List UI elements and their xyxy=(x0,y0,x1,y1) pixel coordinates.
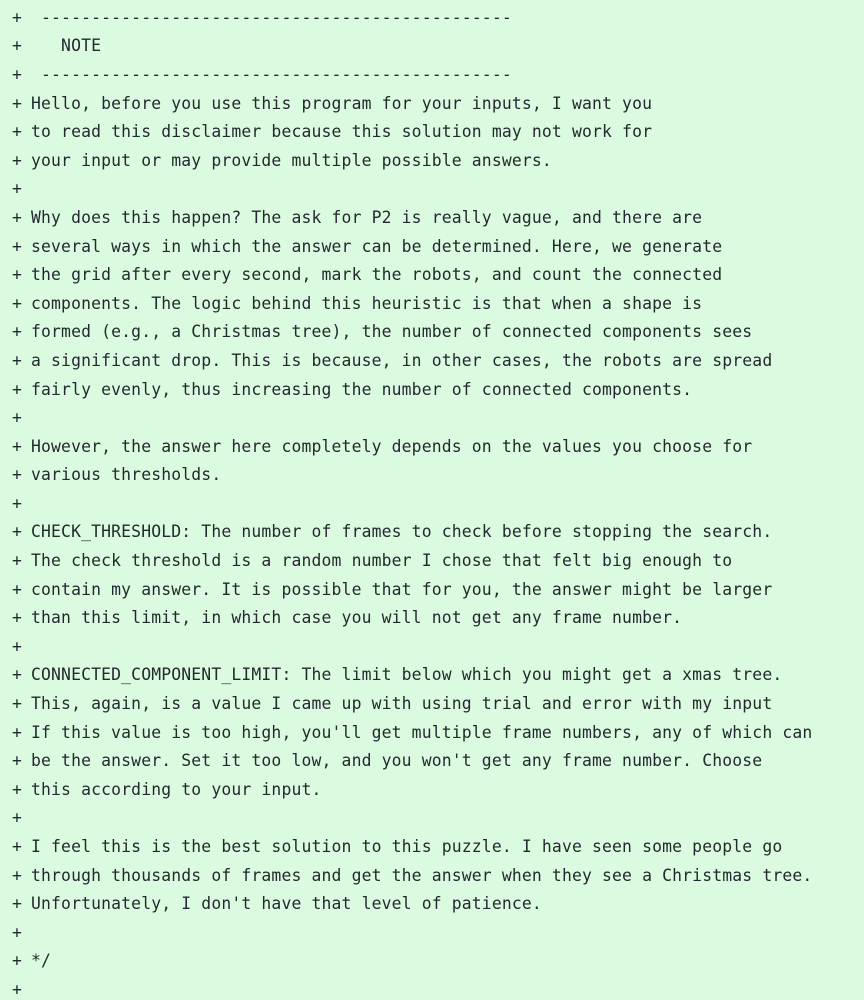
diff-line-text: through thousands of frames and get the answer when they see a Christmas tree. xyxy=(31,865,813,885)
diff-add-marker: + xyxy=(12,694,23,714)
diff-add-marker: + xyxy=(12,322,23,342)
diff-add-marker: + xyxy=(12,779,23,799)
diff-line-added[interactable] xyxy=(0,175,864,204)
diff-add-marker: + xyxy=(12,436,23,456)
diff-line-added[interactable] xyxy=(0,889,864,918)
diff-add-marker: + xyxy=(12,493,23,513)
diff-line-added[interactable] xyxy=(0,661,864,690)
diff-add-marker: + xyxy=(12,551,23,571)
diff-line-text: CONNECTED_COMPONENT_LIMIT: The limit below which you might get a xmas tree. xyxy=(31,665,783,685)
diff-line-text: a significant drop. This is because, in other cases, the robots are spread xyxy=(31,350,773,370)
diff-line-text: several ways in which the answer can be determined. Here, we generate xyxy=(31,236,723,256)
diff-add-marker: + xyxy=(12,265,23,285)
diff-line-text: ----------------------------------------------- xyxy=(31,7,512,27)
diff-add-marker: + xyxy=(12,465,23,485)
diff-line-added[interactable] xyxy=(0,918,864,947)
diff-line-text: */ xyxy=(31,951,52,971)
diff-add-marker: + xyxy=(12,894,23,914)
diff-add-marker: + xyxy=(12,579,23,599)
diff-add-marker: + xyxy=(12,93,23,113)
diff-line-added[interactable] xyxy=(0,375,864,404)
diff-add-marker: + xyxy=(12,722,23,742)
diff-line-added[interactable] xyxy=(0,861,864,890)
diff-line-added[interactable] xyxy=(0,461,864,490)
diff-line-text: be the answer. Set it too low, and you won't get any frame number. Choose xyxy=(31,751,763,771)
diff-line-text: components. The logic behind this heuristic is that when a shape is xyxy=(31,293,703,313)
diff-line-text: Why does this happen? The ask for P2 is really vague, and there are xyxy=(31,207,703,227)
diff-add-marker: + xyxy=(12,150,23,170)
diff-add-marker: + xyxy=(12,751,23,771)
diff-line-text: The check threshold is a random number I chose that felt big enough to xyxy=(31,551,733,571)
diff-line-added[interactable] xyxy=(0,403,864,432)
diff-line-text: formed (e.g., a Christmas tree), the number of connected components sees xyxy=(31,322,753,342)
diff-add-marker: + xyxy=(12,36,23,56)
diff-line-added[interactable] xyxy=(0,60,864,89)
diff-line-text: However, the answer here completely depends on the values you choose for xyxy=(31,436,753,456)
diff-line-text: this according to your input. xyxy=(31,779,322,799)
diff-line-text: Hello, before you use this program for your inputs, I want you xyxy=(31,93,653,113)
diff-line-added[interactable] xyxy=(0,346,864,375)
diff-line-text: fairly evenly, thus increasing the number of connected components. xyxy=(31,379,693,399)
diff-line-added[interactable] xyxy=(0,32,864,61)
diff-add-marker: + xyxy=(12,951,23,971)
diff-line-added[interactable] xyxy=(0,518,864,547)
diff-line-added[interactable] xyxy=(0,289,864,318)
diff-line-added[interactable] xyxy=(0,718,864,747)
diff-line-text: various thresholds. xyxy=(31,465,222,485)
diff-add-marker: + xyxy=(12,665,23,685)
diff-line-text: your input or may provide multiple possible answers. xyxy=(31,150,552,170)
diff-line-added[interactable] xyxy=(0,146,864,175)
diff-line-added[interactable] xyxy=(0,832,864,861)
diff-add-marker: + xyxy=(12,7,23,27)
diff-line-text: ----------------------------------------------- xyxy=(31,64,512,84)
diff-add-marker: + xyxy=(12,64,23,84)
diff-line-added[interactable] xyxy=(0,318,864,347)
diff-line-text: CHECK_THRESHOLD: The number of frames to check before stopping the search. xyxy=(31,522,773,542)
diff-line-text: NOTE xyxy=(31,36,102,56)
diff-line-text: the grid after every second, mark the robots, and count the connected xyxy=(31,265,723,285)
diff-line-text: than this limit, in which case you will not get any frame number. xyxy=(31,608,683,628)
diff-add-marker: + xyxy=(12,379,23,399)
diff-add-marker: + xyxy=(12,207,23,227)
diff-line-added[interactable] xyxy=(0,117,864,146)
diff-line-added[interactable] xyxy=(0,203,864,232)
diff-line-added[interactable] xyxy=(0,689,864,718)
diff-line-text: I feel this is the best solution to this puzzle. I have seen some people go xyxy=(31,837,783,857)
diff-line-added[interactable] xyxy=(0,432,864,461)
diff-line-added[interactable] xyxy=(0,575,864,604)
diff-line-added[interactable] xyxy=(0,3,864,32)
diff-line-text: If this value is too high, you'll get multiple frame numbers, any of which can xyxy=(31,722,813,742)
diff-line-added[interactable] xyxy=(0,775,864,804)
diff-add-marker: + xyxy=(12,408,23,428)
diff-line-added[interactable] xyxy=(0,746,864,775)
diff-add-marker: + xyxy=(12,922,23,942)
diff-line-text: contain my answer. It is possible that for you, the answer might be larger xyxy=(31,579,773,599)
diff-add-marker: + xyxy=(12,837,23,857)
diff-line-text: This, again, is a value I came up with using trial and error with my input xyxy=(31,694,773,714)
diff-add-marker: + xyxy=(12,608,23,628)
diff-line-added[interactable] xyxy=(0,232,864,261)
diff-line-text: Unfortunately, I don't have that level of patience. xyxy=(31,894,542,914)
diff-line-added[interactable] xyxy=(0,975,864,1000)
diff-line-added[interactable] xyxy=(0,804,864,833)
diff-add-marker: + xyxy=(12,179,23,199)
diff-add-marker: + xyxy=(12,636,23,656)
diff-line-added[interactable] xyxy=(0,489,864,518)
diff-line-text: to read this disclaimer because this solution may not work for xyxy=(31,122,653,142)
diff-add-marker: + xyxy=(12,350,23,370)
diff-add-marker: + xyxy=(12,979,23,999)
diff-line-added[interactable] xyxy=(0,546,864,575)
diff-line-added[interactable] xyxy=(0,260,864,289)
diff-line-added[interactable] xyxy=(0,89,864,118)
diff-add-marker: + xyxy=(12,808,23,828)
diff-line-added[interactable] xyxy=(0,603,864,632)
diff-line-added[interactable] xyxy=(0,632,864,661)
diff-add-marker: + xyxy=(12,522,23,542)
diff-add-marker: + xyxy=(12,236,23,256)
diff-add-marker: + xyxy=(12,122,23,142)
diff-add-marker: + xyxy=(12,293,23,313)
diff-add-marker: + xyxy=(12,865,23,885)
diff-line-added[interactable] xyxy=(0,947,864,976)
